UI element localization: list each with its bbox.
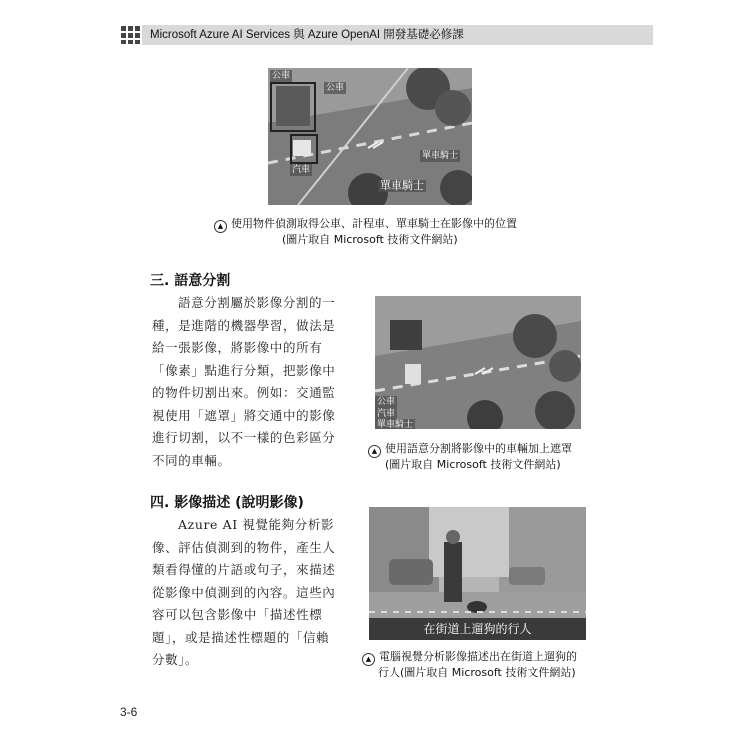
description-overlay: 在街道上遛狗的行人: [369, 618, 586, 640]
page-number: 3-6: [120, 705, 138, 719]
label-bus-top: 公車: [272, 71, 291, 81]
paragraph-line: 分數」。: [152, 652, 199, 667]
figure1-caption: ▲ 使用物件偵測取得公車、計程車、單車騎士在影像中的位置: [214, 216, 517, 233]
figure3-caption: ▲ 電腦視覺分析影像描述出在街道上遛狗的: [362, 649, 577, 666]
paragraph-line: 視使用「遮罩」將交通中的影像: [152, 407, 336, 423]
paragraph-line: 「像素」點進行分類，把影像中: [152, 362, 336, 378]
bus-bounding-box: [270, 82, 316, 132]
label-cyclist-2: 單車騎士: [380, 179, 424, 192]
figure2-caption: ▲ 使用語意分割將影像中的車輛加上遮罩: [368, 441, 572, 458]
triangle-circle-icon: ▲: [362, 653, 375, 666]
image-description-photo: [369, 507, 586, 640]
paragraph-line: 種，是進階的機器學習，做法是: [152, 317, 336, 333]
paragraph-line: 像、評估偵測到的物件，產生人: [152, 539, 336, 555]
section4-title: 四. 影像描述 (說明影像): [150, 495, 304, 511]
legend-car: 汽車: [377, 409, 396, 419]
paragraph-line: 從影像中偵測到的內容。這些內: [152, 584, 336, 600]
paragraph-line: 不同的車輛。: [152, 452, 231, 468]
object-detection-image: [268, 68, 472, 205]
figure2-source: (圖片取自 Microsoft 技術文件網站): [385, 458, 561, 471]
label-bus: 公車: [326, 83, 345, 93]
legend-bus: 公車: [377, 397, 396, 407]
label-cyclist-1: 單車騎士: [422, 151, 459, 161]
triangle-circle-icon: ▲: [368, 445, 381, 458]
section4-body: [152, 514, 335, 672]
taxi-bounding-box: [290, 134, 318, 164]
triangle-circle-icon: ▲: [214, 220, 227, 233]
label-taxi: 汽車: [292, 165, 311, 175]
segmented-street-illustration: [375, 296, 581, 429]
paragraph-line: 給一張影像，將影像中的所有: [152, 340, 323, 355]
legend-cyclist: 單車騎士: [377, 420, 414, 429]
section3-title: 三. 語意分割: [150, 273, 231, 289]
figure3-source: 行人(圖片取自 Microsoft 技術文件網站): [378, 666, 576, 679]
paragraph-line: 容可以包含影像中「描述性標: [152, 607, 323, 622]
figure1-source: (圖片取自 Microsoft 技術文件網站): [282, 233, 458, 246]
section3-body: [152, 292, 335, 472]
semantic-segmentation-image: [375, 296, 581, 429]
running-header: [120, 25, 653, 45]
paragraph-line: 類看得懂的片語或句子，來描述: [152, 562, 336, 577]
header-title: Microsoft Azure AI Services 與 Azure OpenAI 開發基礎必修課: [150, 29, 464, 41]
paragraph-line: 的物件切割出來。例如：交通監: [152, 385, 336, 400]
book-logo-icon: [120, 25, 142, 45]
paragraph-line: 題」，或是描述性標題的「信賴: [152, 629, 330, 645]
paragraph-line: 語意分割屬於影像分割的一: [178, 295, 336, 310]
paragraph-line: Azure AI 視覺能夠分析影: [178, 517, 335, 532]
paragraph-line: 進行切割，以不一樣的色彩區分: [152, 430, 336, 445]
